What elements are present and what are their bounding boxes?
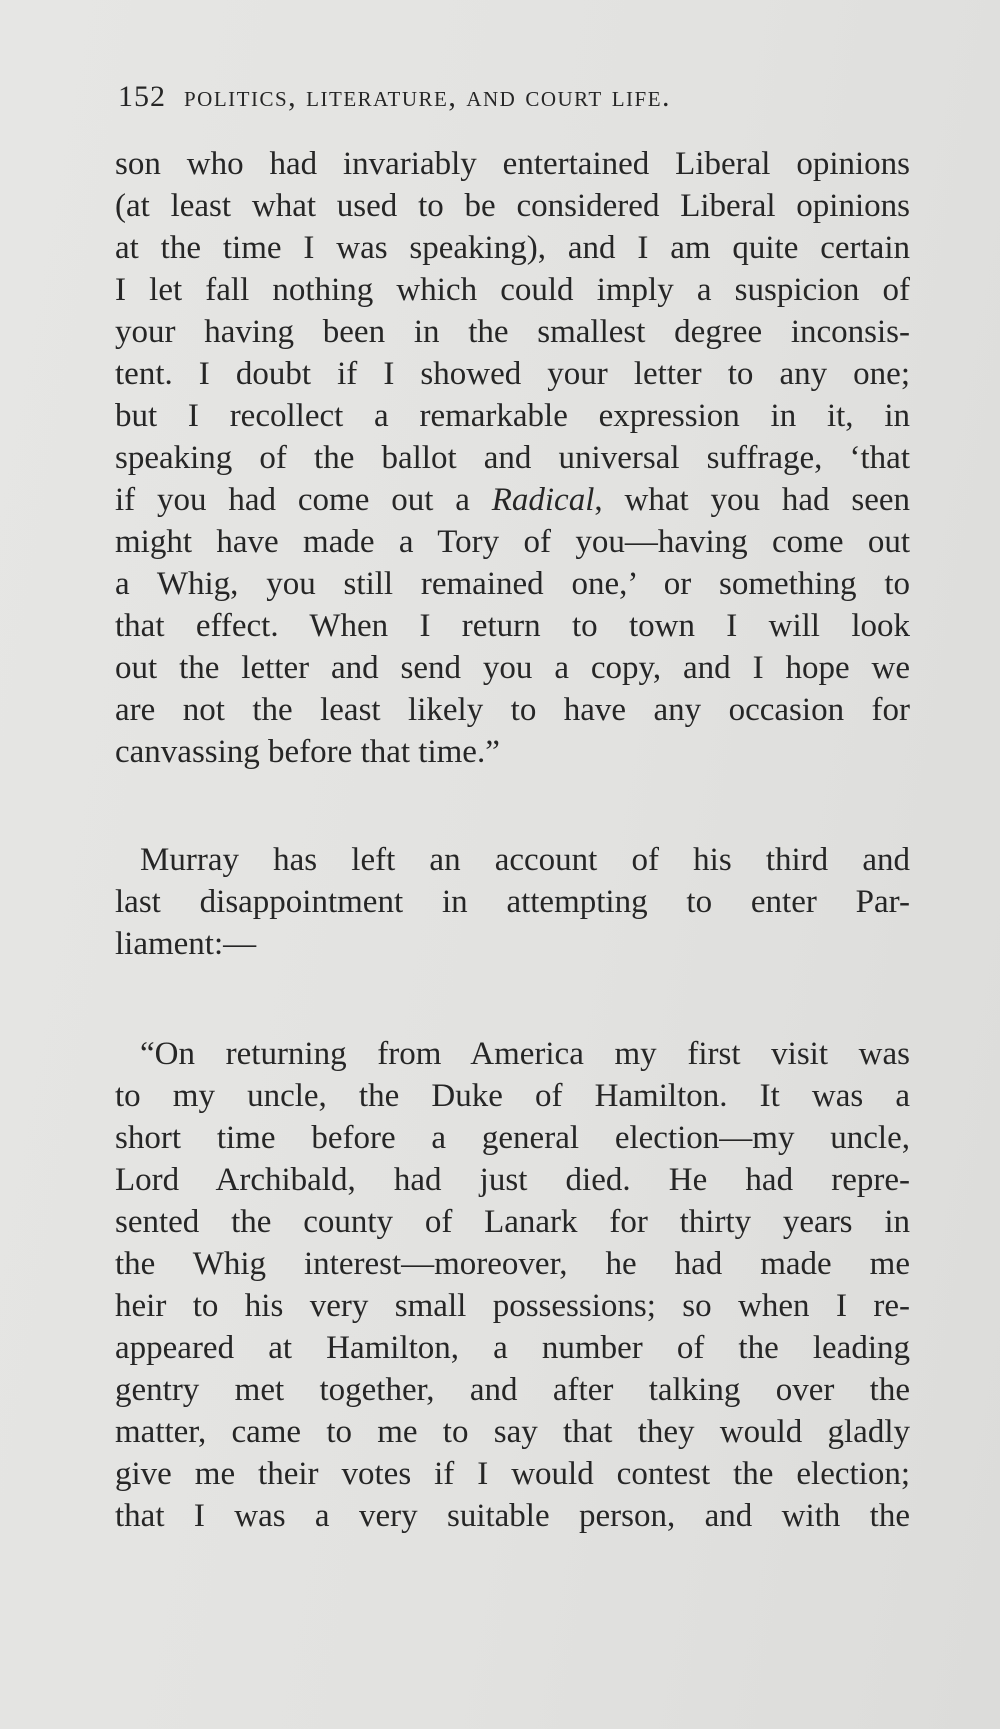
- text-line: that effect. When I return to town I will look: [115, 608, 910, 644]
- text-segment: , what you had seen: [594, 482, 910, 518]
- text-line-with-italic: [115, 480, 910, 520]
- text-line: matter, came to me to say that they would gladly: [115, 1414, 910, 1450]
- text-line: heir to his very small possessions; so when I re-: [115, 1288, 910, 1324]
- text-line: that I was a very suitable person, and with the: [115, 1498, 910, 1534]
- page-number: 152: [118, 80, 166, 113]
- text-line: I let fall nothing which could imply a suspicion of: [115, 272, 910, 308]
- text-line: speaking of the ballot and universal suffrage, ‘that: [115, 440, 910, 476]
- text-line: are not the least likely to have any occasion for: [115, 692, 910, 728]
- text-line: canvassing before that time.”: [115, 734, 500, 770]
- text-line: last disappointment in attempting to enter Par-: [115, 884, 910, 920]
- text-line: short time before a general election—my uncle,: [115, 1120, 910, 1156]
- text-line: the Whig interest—moreover, he had made me: [115, 1246, 910, 1282]
- text-line: at the time I was speaking), and I am quite certain: [115, 230, 910, 266]
- text-line: Murray has left an account of his third and: [140, 842, 910, 878]
- running-head: [118, 80, 908, 124]
- text-line: out the letter and send you a copy, and I hope we: [115, 650, 910, 686]
- text-line: Lord Archibald, had just died. He had repre-: [115, 1162, 910, 1198]
- text-line: give me their votes if I would contest the election;: [115, 1456, 910, 1492]
- text-line: a Whig, you still remained one,’ or something to: [115, 566, 910, 602]
- text-line: liament:—: [115, 926, 257, 962]
- text-line: but I recollect a remarkable expression in it, in: [115, 398, 910, 434]
- text-line: “On returning from America my first visit was: [140, 1036, 910, 1072]
- italic-word: Radical: [491, 482, 595, 518]
- text-line: tent. I doubt if I showed your letter to any one;: [115, 356, 910, 392]
- text-line: (at least what used to be considered Liberal opinions: [115, 188, 910, 224]
- text-line: appeared at Hamilton, a number of the leading: [115, 1330, 910, 1366]
- text-line: gentry met together, and after talking over the: [115, 1372, 910, 1408]
- text-line: sented the county of Lanark for thirty years in: [115, 1204, 910, 1240]
- text-line: to my uncle, the Duke of Hamilton. It was a: [115, 1078, 910, 1114]
- text-line: son who had invariably entertained Liberal opinions: [115, 146, 910, 182]
- text-line: your having been in the smallest degree inconsis-: [115, 314, 910, 350]
- running-title: politics, literature, and court life.: [184, 80, 672, 113]
- text-segment: if you had come out a: [115, 482, 492, 518]
- text-line: might have made a Tory of you—having come out: [115, 524, 910, 560]
